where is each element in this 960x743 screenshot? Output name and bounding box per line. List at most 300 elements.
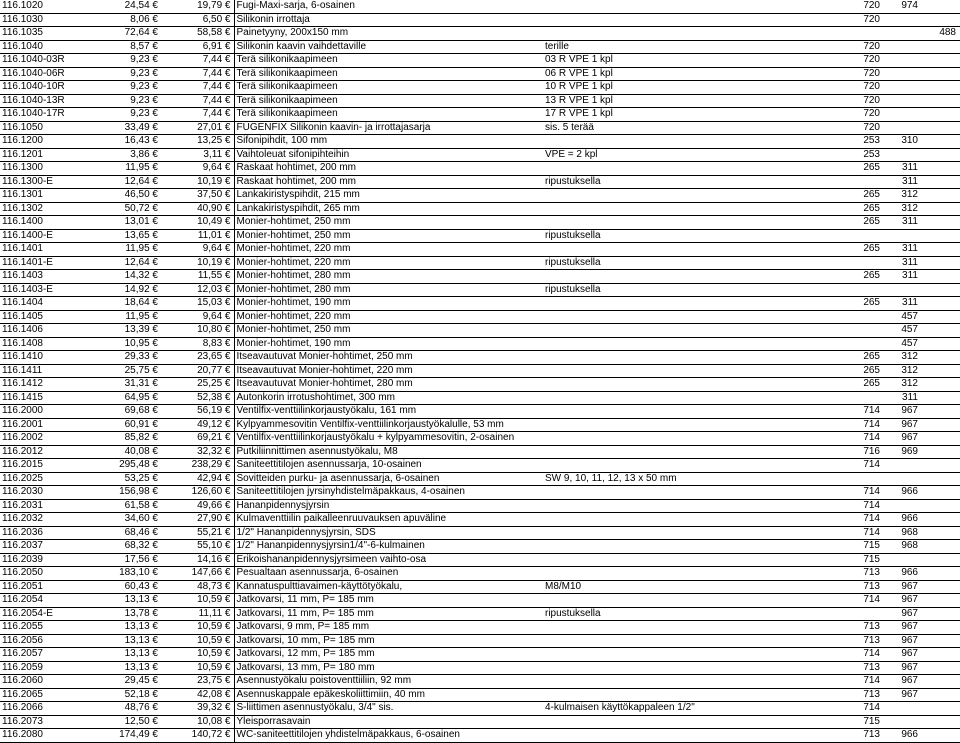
product-description-value: Monier-hohtimet, 250 mm [236,216,351,227]
catalog-page-1-value: 713 [863,688,880,700]
catalog-page-3 [922,553,960,567]
product-description [234,351,545,365]
product-code-value: 116.1405 [2,310,43,322]
catalog-page-1 [846,40,884,54]
product-description [234,540,545,554]
gross-price [92,405,162,419]
catalog-page-2-value: 968 [901,540,918,551]
net-price-value: 49,12 [197,418,223,430]
product-note [545,13,846,27]
catalog-page-2-value: 311 [902,243,918,254]
product-code [0,688,92,702]
catalog-page-2-value: 967 [901,607,918,619]
euro-symbol: € [149,648,158,659]
product-code-value: 116.2000 [2,405,43,416]
product-code [0,81,92,95]
net-price-value: 69,21 [197,432,223,443]
net-price-value: 10,59 [197,634,223,646]
product-note [545,324,846,338]
gross-price [92,162,162,176]
product-code [0,243,92,257]
net-price [162,337,234,351]
product-description [234,378,545,392]
product-description-value: Lankakiristyspihdit, 215 mm [236,189,360,200]
product-code [0,567,92,581]
catalog-page-1 [846,175,884,189]
catalog-page-2-value: 457 [901,324,918,335]
product-note-value: 06 R VPE 1 kpl [545,67,613,79]
catalog-page-1-value: 265 [863,297,880,308]
product-note [545,297,846,311]
catalog-page-1 [846,621,884,635]
net-price [162,580,234,594]
catalog-page-2-value: 311 [902,297,918,308]
gross-price [92,135,162,149]
net-price-value: 52,38 [197,391,223,403]
catalog-page-3 [922,621,960,635]
catalog-page-1 [846,54,884,68]
gross-price [92,108,162,122]
gross-price-value: 72,64 [124,27,150,38]
catalog-page-3 [922,391,960,405]
net-price [162,499,234,513]
catalog-page-2 [884,526,922,540]
product-description [234,256,545,270]
euro-symbol: € [149,499,158,511]
product-code-value: 116.1411 [2,364,43,376]
euro-symbol: € [222,553,231,565]
product-code [0,310,92,324]
catalog-page-2 [884,216,922,230]
euro-symbol: € [222,580,231,592]
catalog-page-2 [884,391,922,405]
catalog-page-1-value: 714 [863,459,880,470]
euro-symbol: € [222,121,231,133]
catalog-page-2-value: 966 [901,486,918,497]
product-note-value: ripustuksella [545,175,601,187]
euro-symbol: € [149,202,158,214]
catalog-page-3 [922,702,960,716]
product-code [0,189,92,203]
table-row [0,391,960,405]
euro-symbol: € [222,688,231,700]
net-price [162,688,234,702]
catalog-page-2 [884,418,922,432]
product-note-value: VPE = 2 kpl [545,148,598,160]
catalog-page-2 [884,0,922,13]
table-row [0,162,960,176]
catalog-page-2-value: 457 [901,337,918,349]
product-code [0,540,92,554]
gross-price [92,526,162,540]
catalog-page-2 [884,148,922,162]
product-note-value: sis. 5 terää [545,121,594,133]
product-description-value: Jatkovarsi, 10 mm, P= 185 mm [236,634,375,646]
net-price [162,702,234,716]
product-code [0,351,92,365]
gross-price-value: 53,25 [124,472,150,484]
product-note [545,283,846,297]
product-note-value: ripustuksella [545,283,601,295]
net-price [162,256,234,270]
product-description [234,270,545,284]
table-row [0,702,960,716]
gross-price-value: 3,86 [130,148,150,160]
euro-symbol: € [149,256,158,268]
catalog-page-2-value: 967 [901,418,918,430]
catalog-page-1 [846,715,884,729]
product-description [234,445,545,459]
product-note [545,229,846,243]
euro-symbol: € [222,432,231,443]
catalog-page-1 [846,378,884,392]
catalog-page-3 [922,364,960,378]
euro-symbol: € [149,634,158,646]
product-note [545,567,846,581]
euro-symbol: € [222,648,231,659]
product-description-value: Asennustyökalu poistoventtiiliin, 92 mm [236,675,412,686]
euro-symbol: € [149,715,158,727]
product-code [0,553,92,567]
gross-price [92,121,162,135]
product-code-value: 116.2037 [2,540,43,551]
product-code-value: 116.2032 [2,513,43,524]
net-price [162,0,234,13]
net-price-value: 14,16 [197,553,223,565]
product-description-value: Kulmaventtiilin paikalleenruuvauksen apuväline [236,513,447,524]
euro-symbol: € [222,675,231,686]
catalog-page-2 [884,378,922,392]
product-description [234,405,545,419]
table-row [0,472,960,486]
euro-symbol: € [222,418,231,430]
catalog-page-2-value: 312 [901,189,918,200]
catalog-page-2 [884,283,922,297]
product-description [234,337,545,351]
table-row [0,13,960,27]
product-code-value: 116.1403-E [2,283,53,295]
catalog-page-3 [922,121,960,135]
table-row [0,243,960,257]
catalog-page-1 [846,432,884,446]
product-note [545,486,846,500]
product-description [234,580,545,594]
product-description-value: Terä silikonikaapimeen [236,54,338,65]
catalog-page-1-value: 720 [863,121,880,133]
net-price [162,391,234,405]
net-price-value: 238,29 [191,459,223,470]
gross-price [92,94,162,108]
catalog-page-1-value: 720 [863,13,880,25]
product-description-value: Saniteettitilojen asennussarja, 10-osainen [236,459,422,470]
table-row [0,148,960,162]
catalog-page-3 [922,405,960,419]
gross-price [92,378,162,392]
product-description [234,40,545,54]
net-price-value: 13,25 [197,135,223,146]
euro-symbol: € [222,634,231,646]
euro-symbol: € [222,27,231,38]
euro-symbol: € [222,729,231,740]
euro-symbol: € [149,675,158,686]
table-row [0,432,960,446]
euro-symbol: € [149,702,158,713]
euro-symbol: € [149,580,158,592]
product-code [0,337,92,351]
catalog-page-3 [922,688,960,702]
product-note [545,135,846,149]
gross-price [92,553,162,567]
product-code [0,432,92,446]
catalog-page-1-value: 265 [863,351,880,362]
table-row [0,688,960,702]
product-code-value: 116.1040 [2,40,43,52]
table-row [0,364,960,378]
gross-price-value: 13,65 [124,229,150,241]
product-code [0,648,92,662]
euro-symbol: € [149,229,158,241]
product-description-value: Raskaat hohtimet, 200 mm [236,162,356,173]
gross-price [92,13,162,27]
net-price [162,108,234,122]
catalog-page-2 [884,580,922,594]
net-price-value: 27,90 [197,513,223,524]
catalog-page-2 [884,675,922,689]
table-row [0,216,960,230]
product-description-value: Jatkovarsi, 11 mm, P= 185 mm [236,607,374,619]
net-price-value: 10,80 [197,324,223,335]
product-code [0,94,92,108]
gross-price-value: 8,57 [130,40,150,52]
net-price-value: 58,58 [197,27,223,38]
catalog-page-3 [922,108,960,122]
euro-symbol: € [222,594,231,605]
catalog-page-1-value: 265 [863,270,880,281]
euro-symbol: € [222,135,231,146]
gross-price [92,148,162,162]
catalog-page-1 [846,459,884,473]
catalog-page-1 [846,472,884,486]
euro-symbol: € [222,148,231,160]
product-code-value: 116.1035 [2,27,43,38]
catalog-page-3 [922,459,960,473]
product-description [234,148,545,162]
euro-symbol: € [149,445,158,457]
catalog-page-2 [884,553,922,567]
catalog-page-2-value: 967 [901,594,918,605]
catalog-page-1 [846,216,884,230]
table-row [0,445,960,459]
gross-price-value: 9,23 [130,94,150,106]
net-price [162,567,234,581]
euro-symbol: € [222,40,231,52]
product-note-value: M8/M10 [545,580,582,592]
catalog-page-2 [884,621,922,635]
catalog-page-2-value: 967 [901,405,918,416]
gross-price [92,688,162,702]
product-note [545,648,846,662]
product-code-value: 116.1415 [2,391,43,403]
euro-symbol: € [222,94,231,106]
product-description [234,418,545,432]
table-row [0,0,960,13]
net-price-value: 8,83 [202,337,223,349]
catalog-page-2 [884,351,922,365]
euro-symbol: € [222,513,231,524]
table-row [0,553,960,567]
net-price-value: 9,64 [202,243,223,254]
catalog-page-2 [884,94,922,108]
euro-symbol: € [149,607,158,619]
product-description-value: Itseavautuvat Monier-hohtimet, 220 mm [236,364,413,376]
gross-price-value: 11,95 [125,162,150,173]
product-note [545,540,846,554]
product-code-value: 116.2054 [2,594,43,605]
net-price [162,445,234,459]
catalog-page-3 [922,175,960,189]
net-price [162,472,234,486]
euro-symbol: € [222,297,231,308]
euro-symbol: € [149,688,158,700]
product-code-value: 116.1401 [2,243,43,254]
gross-price [92,27,162,41]
table-row [0,513,960,527]
catalog-page-1-value: 715 [863,715,880,727]
gross-price [92,594,162,608]
euro-symbol: € [149,81,158,92]
euro-symbol: € [222,67,231,79]
product-code [0,270,92,284]
product-code [0,216,92,230]
gross-price-value: 17,56 [124,553,150,565]
net-price-value: 56,19 [197,405,223,416]
product-note [545,499,846,513]
product-description [234,607,545,621]
product-note [545,391,846,405]
product-code [0,445,92,459]
gross-price [92,648,162,662]
product-code [0,67,92,81]
catalog-page-1 [846,162,884,176]
catalog-page-2 [884,67,922,81]
table-row [0,40,960,54]
product-code [0,661,92,675]
gross-price-value: 9,23 [130,81,150,92]
euro-symbol: € [149,243,158,254]
product-code [0,13,92,27]
catalog-page-2 [884,13,922,27]
gross-price [92,621,162,635]
product-code-value: 116.1020 [2,0,43,11]
net-price [162,486,234,500]
product-description [234,513,545,527]
product-description-value: Kylpyammesovitin Ventilfix-venttiilinkorjaustyökalulle, 53 mm [236,418,504,430]
catalog-page-1 [846,121,884,135]
net-price-value: 126,60 [191,486,223,497]
table-row [0,459,960,473]
gross-price-value: 12,64 [124,256,150,268]
net-price-value: 10,59 [197,621,223,632]
catalog-page-3 [922,324,960,338]
euro-symbol: € [149,324,158,335]
euro-symbol: € [222,364,231,376]
product-description-value: Sovitteiden purku- ja asennussarja, 6-osainen [236,472,440,484]
product-description [234,310,545,324]
catalog-page-1 [846,94,884,108]
net-price-value: 10,08 [197,715,223,727]
product-description [234,202,545,216]
product-description-value: Silikonin kaavin vaihdettaville [236,40,367,52]
net-price-value: 7,44 [202,54,223,65]
catalog-page-1 [846,202,884,216]
net-price [162,364,234,378]
catalog-page-2-value: 312 [901,378,918,389]
net-price [162,324,234,338]
net-price-value: 10,59 [197,661,223,673]
catalog-page-2 [884,297,922,311]
product-description-value: Jatkovarsi, 11 mm, P= 185 mm [236,594,374,605]
product-code [0,162,92,176]
product-description-value: Pesualtaan asennussarja, 6-osainen [236,567,399,578]
net-price-value: 11,55 [197,270,223,281]
product-code-value: 116.1050 [2,121,43,133]
catalog-page-1 [846,270,884,284]
net-price [162,121,234,135]
catalog-page-3 [922,648,960,662]
catalog-page-2 [884,486,922,500]
product-note [545,256,846,270]
table-row [0,324,960,338]
catalog-page-2-value: 310 [901,135,918,146]
euro-symbol: € [149,418,158,430]
product-note [545,378,846,392]
euro-symbol: € [149,378,158,389]
catalog-page-2 [884,256,922,270]
catalog-page-1-value: 714 [863,702,880,713]
catalog-page-3-value: 488 [939,27,956,38]
gross-price [92,270,162,284]
product-note [545,553,846,567]
catalog-page-1 [846,405,884,419]
catalog-page-1 [846,607,884,621]
catalog-page-2 [884,513,922,527]
catalog-page-1 [846,108,884,122]
gross-price [92,189,162,203]
catalog-page-2-value: 312 [901,202,918,214]
gross-price [92,459,162,473]
table-row [0,405,960,419]
euro-symbol: € [222,13,231,25]
euro-symbol: € [149,189,158,200]
product-note [545,94,846,108]
catalog-page-2-value: 966 [901,567,918,578]
gross-price-value: 9,23 [130,54,150,65]
table-row [0,378,960,392]
product-note [545,432,846,446]
euro-symbol: € [222,243,231,254]
euro-symbol: € [149,54,158,65]
catalog-page-3 [922,567,960,581]
catalog-page-2 [884,189,922,203]
catalog-page-2-value: 312 [901,364,918,376]
catalog-page-1 [846,81,884,95]
gross-price-value: 25,75 [124,364,150,376]
euro-symbol: € [222,324,231,335]
catalog-page-2 [884,40,922,54]
table-row [0,661,960,675]
product-code-value: 116.2036 [2,526,43,538]
catalog-page-1 [846,648,884,662]
